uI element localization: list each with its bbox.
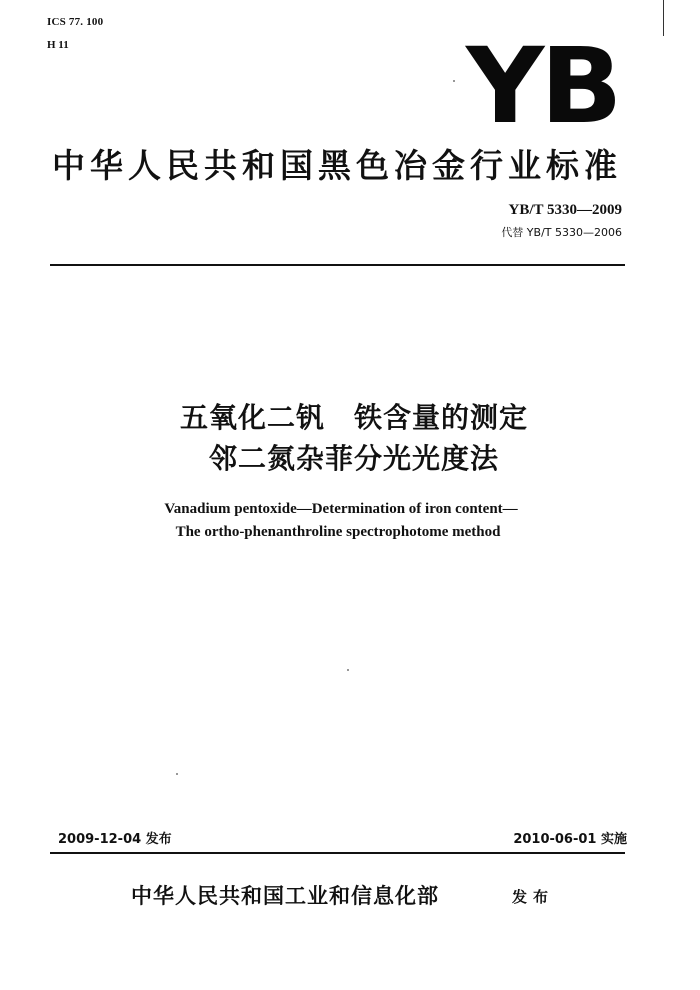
document-title-cn-line1: 五氧化二钒 铁含量的测定: [179, 401, 528, 434]
scan-edge-mark: [663, 0, 664, 36]
document-title-cn-line2: 邻二氮杂菲分光光度法: [208, 442, 499, 475]
ics-code: ICS 77. 100: [47, 16, 104, 28]
standard-number: YB/T 5330—2009: [508, 202, 622, 218]
header-divider: [50, 264, 625, 266]
replaces-standard: 代替 YB/T 5330—2006: [501, 226, 622, 239]
ccs-code: H 11: [47, 39, 69, 51]
document-title-en-line2: The ortho-phenanthroline spectrophotome method: [175, 524, 501, 540]
scan-speck: [176, 773, 178, 775]
standard-category-title: 中华人民共和国黑色冶金行业标准: [52, 146, 622, 185]
issue-date: 2009-12-04 发布: [58, 832, 172, 847]
publisher-name: 中华人民共和国工业和信息化部: [131, 884, 439, 908]
scan-speck: [347, 669, 349, 671]
publish-label: 发布: [512, 888, 555, 906]
scan-speck: [453, 80, 455, 82]
implementation-date: 2010-06-01 实施: [513, 832, 627, 847]
document-title-en-line1: Vanadium pentoxide—Determination of iron content—: [164, 501, 518, 517]
footer-divider: [50, 852, 625, 854]
yb-logo: YB: [466, 25, 619, 147]
